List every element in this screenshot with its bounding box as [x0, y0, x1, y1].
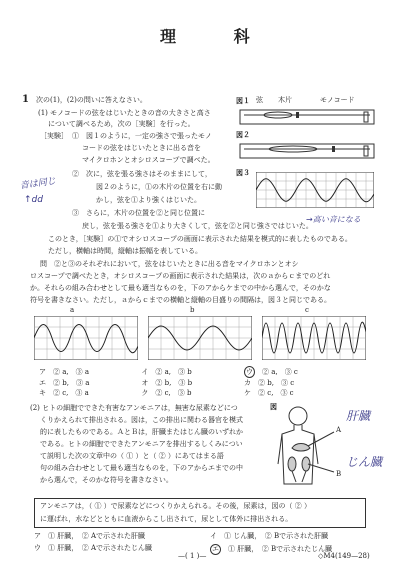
q1-paragraph-f: 符号を書きなさい。ただし，ａからｃまでの横軸と縦軸の目盛りの間隔は，図３と同じである。 — [30, 296, 331, 304]
box-line-a: アンモニアは，（ ① ）で尿素などにつくりかえられる。その後，尿素は，図の（ ② ） — [40, 502, 311, 510]
q1-paragraph-e: か。それらの組み合わせとして最も適当なものを，下のアからケまでの中から選んで，そのかな — [30, 284, 331, 292]
figure-3-waveform — [256, 172, 374, 208]
exp2-line-c: かし，弦を①より強くはじいた。 — [96, 196, 201, 204]
choice-ka[interactable]: カ ② b, ③ c — [244, 379, 295, 387]
choice-a[interactable]: ア ② a, ③ a — [39, 368, 90, 376]
choice-ku[interactable]: ク ② c, ③ b — [141, 389, 192, 397]
exp3-line-b: 戻し，弦を張る強さを①より大きくして，弦を②と同じ強さではじいた。 — [82, 222, 313, 230]
q2-paragraph-d: である。ヒトの細胞でできたアンモニアを排出するしくみについ — [40, 440, 243, 448]
choice-o[interactable]: オ ② b, ③ b — [141, 379, 193, 387]
graph-a — [34, 316, 138, 360]
fig1-string-label: 弦 — [256, 96, 263, 104]
fig-label-A: A — [336, 426, 342, 434]
exp1-line-a: ① 図１のように，一定の強さで張ったモノ — [72, 132, 212, 140]
choice-u[interactable]: ウ ② a, ③ c — [246, 368, 298, 376]
q2-option-i[interactable]: イ ① じん臓， ② Bで示された肝臓 — [210, 532, 329, 540]
q2-option-u[interactable]: ウ ① 肝臓， ② Aで示されたじん臓 — [34, 544, 153, 552]
choice-ki[interactable]: キ ② c, ③ a — [39, 389, 89, 397]
graph-a-label: a — [70, 306, 75, 314]
q2-paragraph-f: 句の組み合わせとして最も適当なものを，下のアからエまでの中 — [40, 464, 243, 472]
fig3-label: 図３ — [236, 168, 250, 177]
page-number: —( 1 )— — [178, 552, 207, 560]
choice-i[interactable]: イ ② a, ③ b — [141, 368, 192, 376]
box-line-b: に運ばれ，水などとともに血液からこし出されて，尿として体外に排出される。 — [40, 515, 293, 523]
fig1-label: 図１ — [236, 96, 250, 105]
q2-paragraph-g: から選んで，そのかな符号を書きなさい。 — [40, 476, 173, 484]
handwritten-note-1: 音は同じ — [19, 176, 57, 192]
exp2-line-a: ② 次に，弦を張る強さはそのままにして， — [72, 170, 212, 178]
answer-circle: ウ — [246, 368, 254, 376]
exam-code: ◇M4(149—28) — [318, 552, 370, 560]
handwritten-note-2: ↑dd — [24, 195, 43, 205]
handwritten-kidney: じん臓 — [346, 455, 383, 469]
exp1-line-c: マイクロホンとオシロスコープで調べた。 — [82, 156, 215, 164]
fig1-block-label: 木片 — [278, 96, 292, 104]
fig1-monochord-label: モノコード — [320, 96, 355, 104]
q1-paragraph-d: ロスコープで調べたとき，オシロスコープの画面に表示された結果は，次のａからｃまでのどれ — [30, 272, 331, 280]
handwritten-note-3: →高い音になる — [306, 215, 361, 224]
q1-question-a: このとき，［実験］の①でオシロスコープの画面に表示された結果を模式的に表したものである。 — [48, 235, 352, 243]
fig2-label: 図２ — [236, 130, 250, 139]
q1-paragraph-c: 問 ②と③のそれぞれにおいて，弦をはじいたときに出る音をマイクロホンとオシ — [40, 260, 299, 268]
figure-2-monochord — [238, 140, 378, 162]
graph-c-label: c — [305, 306, 309, 314]
q2-answer-circle: エ — [212, 545, 219, 553]
q2-option-a[interactable]: ア ① 肝臓， ② Aで示された肝臓 — [34, 532, 146, 540]
graph-c — [262, 316, 366, 360]
question-number-1: 1 — [22, 94, 29, 105]
q2-paragraph-e: て説明した次の文章中の（ ① ）と（ ② ）にあてはまる語 — [40, 452, 224, 460]
q2-option-e[interactable]: エ ① 肝臓， ② Bで示されたじん臓 — [212, 545, 333, 553]
q1-question-b: ただし，横軸は時間，縦軸は振幅を表している。 — [48, 247, 202, 255]
figure-1-monochord — [238, 106, 378, 128]
choice-ke[interactable]: ケ ② c, ③ c — [244, 389, 294, 397]
exp3-line-a: ③ さらに，木片の位置を②と同じ位置に — [72, 209, 205, 217]
page-title: 理 科 — [160, 27, 276, 46]
graph-b — [148, 316, 252, 360]
q2-paragraph-c: 的に表したものである。ＡとＢは，肝臓またはじん臓のいずれか — [40, 428, 243, 436]
human-organ-figure — [276, 404, 346, 504]
q2-paragraph-b: くりかえられて排出される。図は，この排出に関わる器官を模式 — [40, 416, 243, 424]
q1-p1-intro-a: (1) モノコードの弦をはじいたときの音の大きさと高さ — [38, 109, 211, 117]
q2-fig-label: 図 — [270, 402, 277, 411]
q1-choices-table — [36, 366, 301, 398]
q1-p1-intro-b: について調べるため，次の［実験］を行った。 — [48, 120, 195, 128]
choice-e[interactable]: エ ② b, ③ a — [39, 379, 90, 387]
q1-intro: 次の(1)，(2)の問いに答えなさい。 — [36, 96, 147, 104]
exp1-line-b: コードの弦をはじいたときに出る音を — [82, 144, 201, 152]
exp-label: ［実験］ — [40, 132, 68, 140]
exp2-line-b: 図２のように，①の木片の位置を右に動 — [96, 183, 222, 191]
handwritten-liver: 肝臓 — [346, 409, 371, 423]
fig-label-B: B — [336, 470, 342, 478]
graph-b-label: b — [190, 306, 195, 314]
q2-paragraph-a: (2) ヒトの細胞でできた有害なアンモニアは，無害な尿素などにつ — [30, 404, 238, 412]
